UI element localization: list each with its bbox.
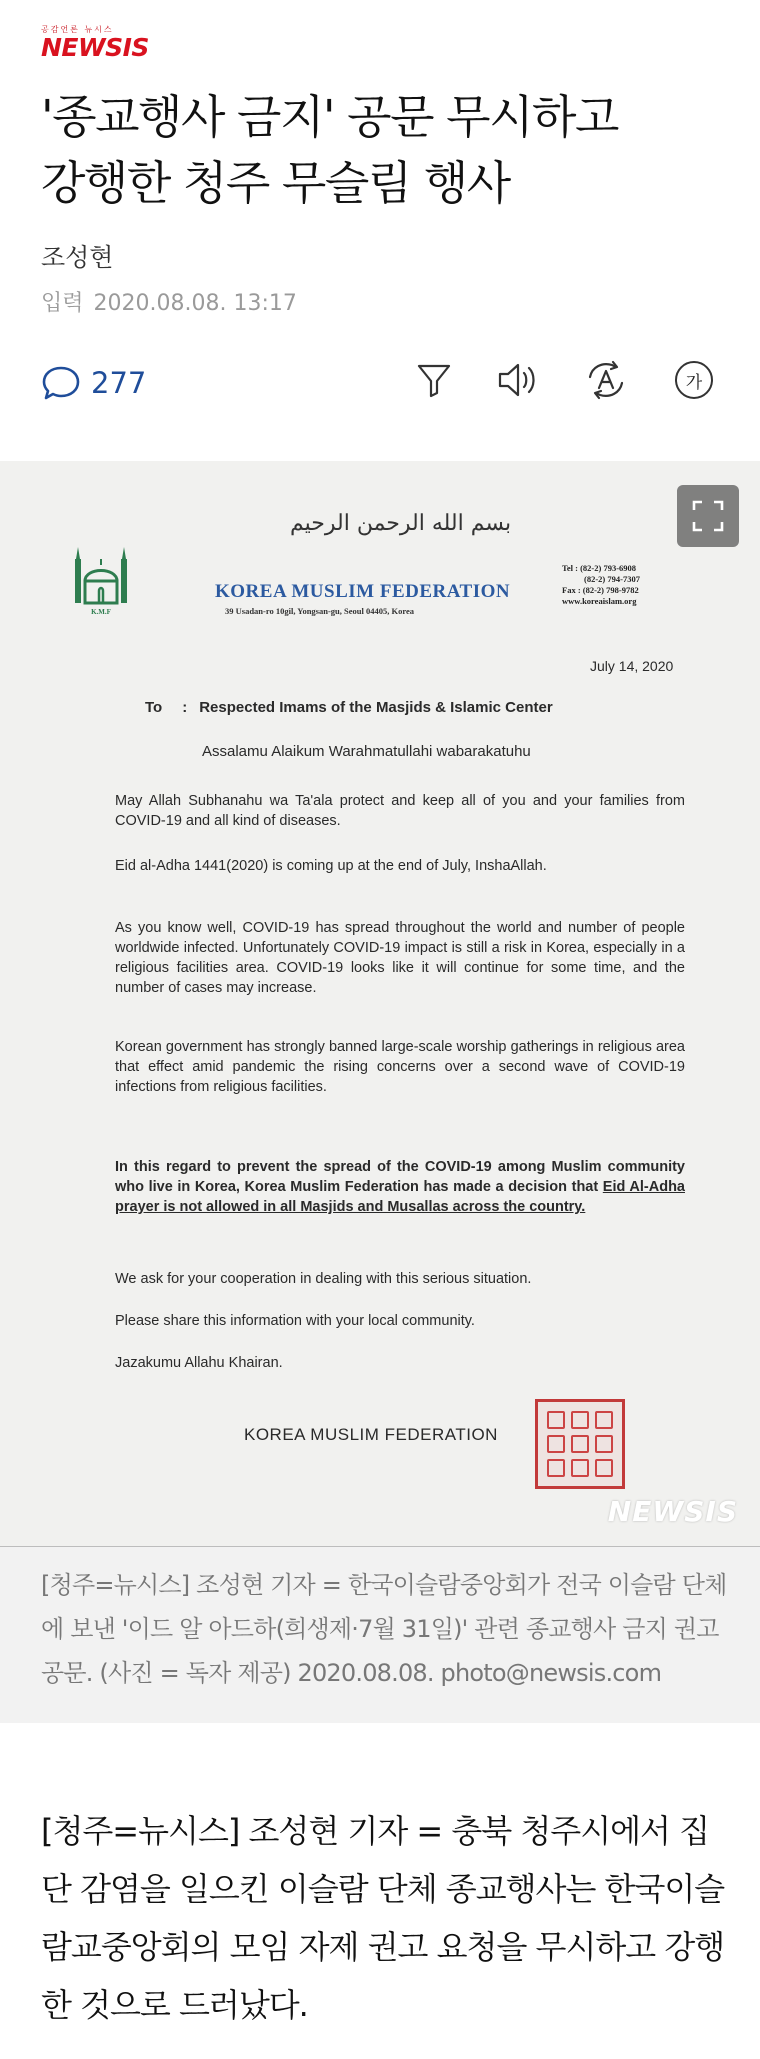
letter-paragraph-6: We ask for your cooperation in dealing with this serious situation. [115,1271,532,1287]
letter-signoff: KOREA MUSLIM FEDERATION [244,1425,498,1444]
comments-button[interactable] [41,363,146,403]
article-author: 조성현 [41,243,114,272]
photo-caption-box [0,1546,760,1723]
brand-name: NEWSIS [41,33,149,62]
photo-caption: [청주=뉴시스] 조성현 기자 = 한국이슬람중앙회가 전국 이슬람 단체에 보낸 '이드 알 아드하(희생제·7월 31일)' 관련 종교행사 금지 권고 공문. (사진 = 독자 제공) 2020.08.08. photo@newsis.com [41,1571,727,1687]
newsis-watermark: NEWSIS [607,1495,738,1528]
to-recipient: Respected Imams of the Masjids & Islamic Center [199,699,553,716]
letter-salutation: Assalamu Alaikum Warahmatullahi wabarakatuhu [202,743,531,760]
letter-contact [562,563,640,607]
font-size-button[interactable]: 가 [675,361,713,399]
letter-paragraph-2: Eid al-Adha 1441(2020) is coming up at the end of July, InshaAllah. [115,858,547,874]
letter-org-name: KOREA MUSLIM FEDERATION [215,581,511,602]
letter-fax: Fax : (82-2) 798-9782 [562,585,639,595]
speaker-icon [496,360,540,400]
publish-date [41,286,307,317]
letter-date: July 14, 2020 [590,658,674,674]
newsis-logo[interactable] [41,24,149,61]
article-photo[interactable] [0,461,760,1546]
letter-tel-2: (82-2) 794-7307 [584,574,640,584]
date-value: 2020.08.08. 13:17 [93,291,297,316]
to-label: To [145,699,163,716]
letter-paragraph-3: As you know well, COVID-19 has spread throughout the world and number of people worldwide infected. Unfortunately COVID-19 impact is still a risk in Korea, especially in a religious facilities area. COVID-19 looks like it will continue for some time, and the number of cases may increase. [115,920,685,996]
article-headline [41,84,721,216]
p5-underlined: Eid Al-Adha prayer is not allowed in all Masjids and Musallas across the country. [115,1179,685,1215]
translate-button[interactable] [584,358,628,402]
p5-text: In this regard to prevent the spread of the COVID-19 among Muslim community who live in Korea, Korea Muslim Federation has made a decision that [115,1159,685,1195]
letter-to [145,699,553,716]
letter-paragraph-1: May Allah Subhanahu wa Ta'ala protect and keep all of you and your families from COVID-19 and all kind of diseases. [115,793,685,829]
letter-address: 39 Usadan-ro 10gil, Yongsan-gu, Seoul 04405, Korea [225,606,414,616]
letter-paragraph-7: Please share this information with your local community. [115,1313,475,1329]
translate-icon [584,359,628,401]
brand-tagline: 공감언론 뉴시스 [41,25,114,34]
comment-icon [41,364,81,402]
audio-button[interactable] [496,358,540,402]
expand-photo-button[interactable] [677,485,739,547]
letter-tel: Tel : (82-2) 793-6908 [562,563,637,573]
letter-web: www.koreaislam.org [562,596,637,606]
comment-count: 277 [91,366,147,400]
filter-icon [415,361,453,399]
to-colon: : [182,699,188,716]
letter-paragraph-4: Korean government has strongly banned large-scale worship gatherings in religious area that effect amid pandemic the rising concerns over a second wave of COVID-19 infections from religious facilities. [115,1039,685,1095]
logo-text: K.M.F [91,608,111,616]
red-seal-stamp [535,1399,625,1489]
article-body: [청주=뉴시스] 조성현 기자 = 충북 청주시에서 집단 감염을 일으킨 이슬람 단체 종교행사는 한국이슬람교중앙회의 모임 자제 권고 요청을 무시하고 강행한 것으로 드러났다. [41,1812,725,2024]
filter-button[interactable] [412,358,456,402]
letter-paragraph-5 [115,1157,685,1217]
headline-line-1: '종교행사 금지' 공문 무시하고 [41,90,618,144]
date-label: 입력 [41,291,84,316]
arabic-header: بسم الله الرحمن الرحيم [290,511,512,536]
expand-icon [691,499,725,533]
mosque-logo-icon [73,537,129,617]
letter-paragraph-8: Jazakumu Allahu Khairan. [115,1355,283,1371]
headline-line-2: 강행한 청주 무슬림 행사 [41,156,510,210]
